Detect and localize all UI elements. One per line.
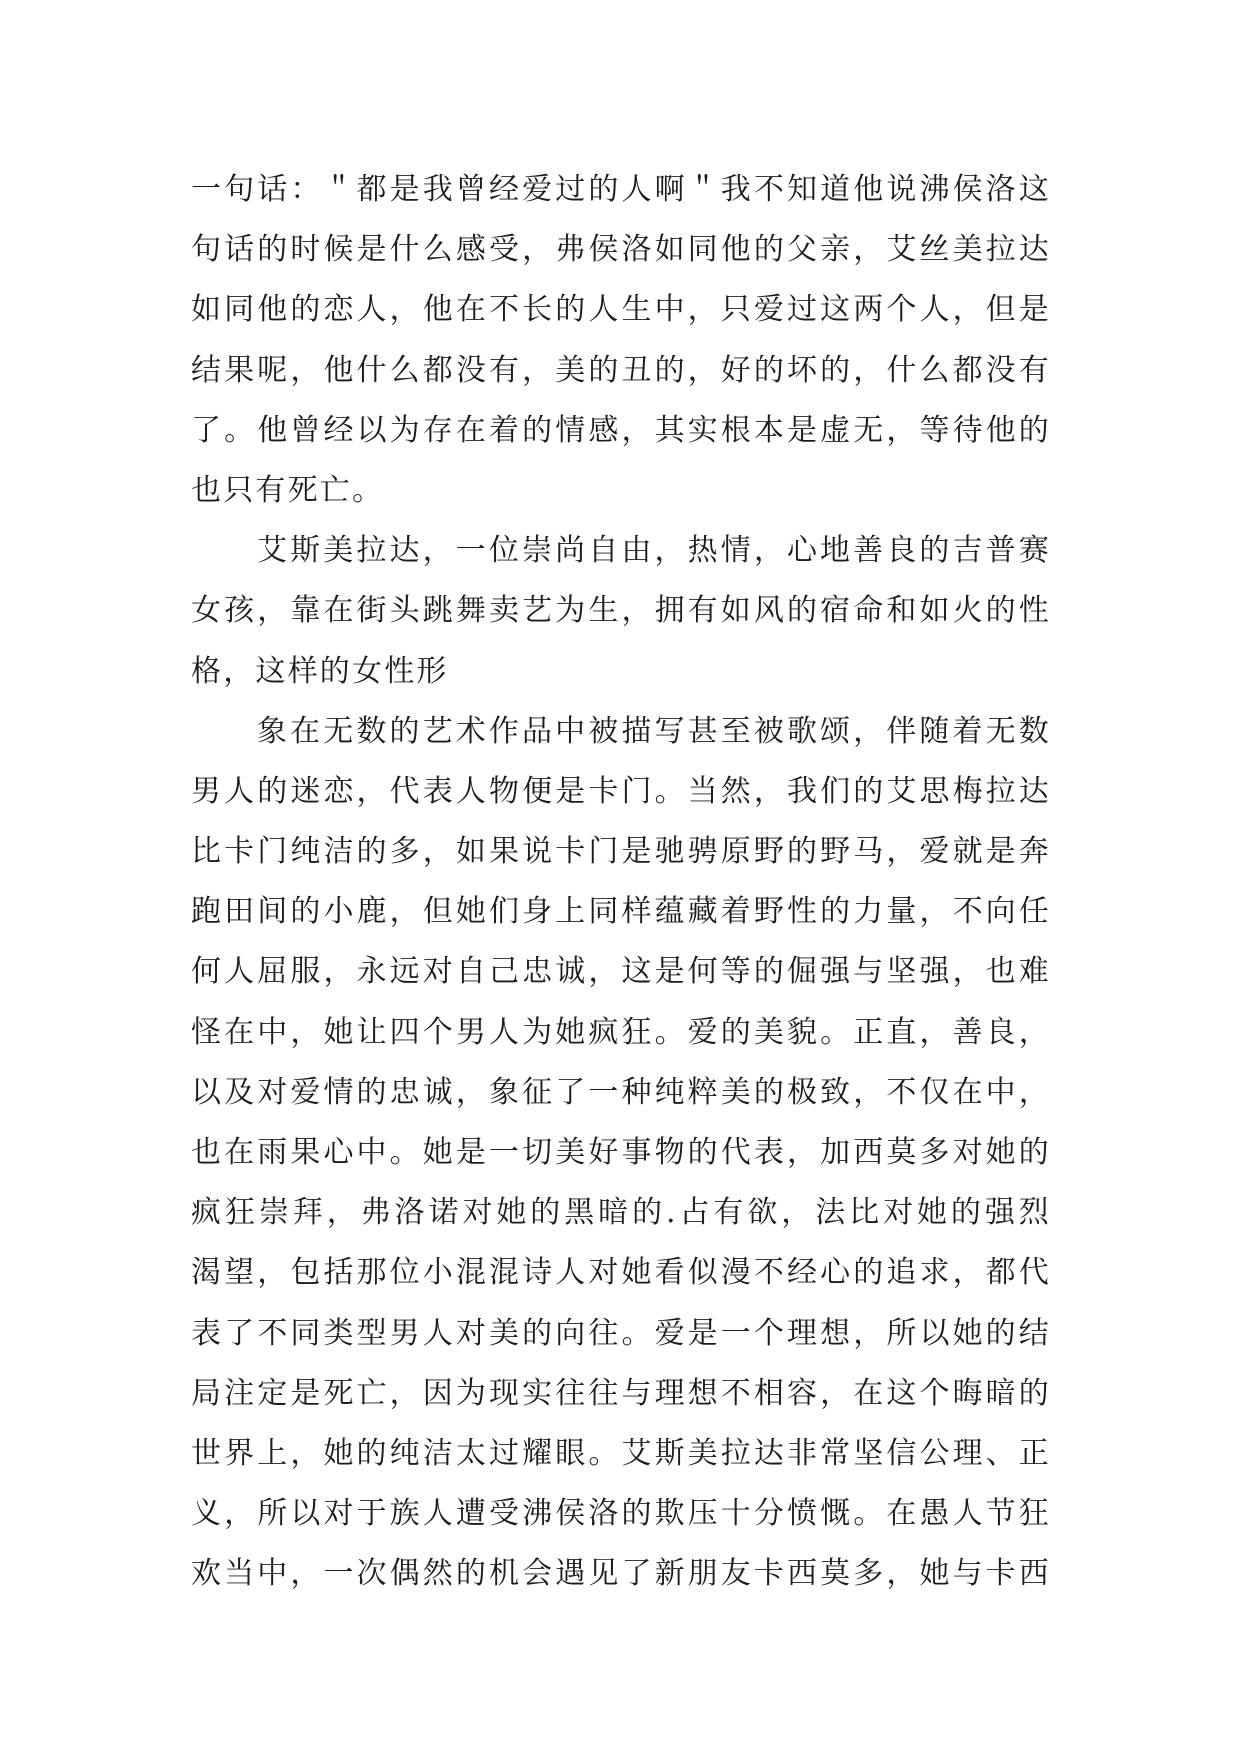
text-line: 欢当中，一次偶然的机会遇见了新朋友卡西莫多，她与卡西 — [191, 1556, 1051, 1592]
text-line: 以及对爱情的忠诚，象征了一种纯粹美的极致，不仅在中， — [191, 1074, 1051, 1110]
text-line: 怪在中，她让四个男人为她疯狂。爱的美貌。正直，善良， — [191, 1014, 1051, 1050]
text-line: 结果呢，他什么都没有，美的丑的，好的坏的，什么都没有 — [191, 352, 1051, 388]
text-line: 艾斯美拉达，一位崇尚自由，热情，心地善良的吉普赛 — [257, 533, 1051, 569]
text-line: 世界上，她的纯洁太过耀眼。艾斯美拉达非常坚信公理、正 — [191, 1435, 1051, 1471]
text-line: 象在无数的艺术作品中被描写甚至被歌颂，伴随着无数 — [257, 713, 1051, 749]
text-line: 也在雨果心中。她是一切美好事物的代表，加西莫多对她的 — [191, 1135, 1051, 1170]
text-line: 何人屈服，永远对自己忠诚，这是何等的倔强与坚强，也难 — [191, 954, 1051, 990]
text-line: 比卡门纯洁的多，如果说卡门是驰骋原野的野马，爱就是奔 — [191, 834, 1051, 870]
text-line: 男人的迷恋，代表人物便是卡门。当然，我们的艾思梅拉达 — [191, 773, 1051, 809]
text-line: 跑田间的小鹿，但她们身上同样蕴藏着野性的力量，不向任 — [191, 894, 1051, 930]
text-line: 局注定是死亡，因为现实往往与理想不相容，在这个晦暗的 — [191, 1375, 1051, 1411]
text-line: 也只有死亡。 — [191, 472, 385, 508]
text-line: 句话的时候是什么感受，弗侯洛如同他的父亲，艾丝美拉达 — [191, 232, 1051, 268]
text-line: 疯狂崇拜，弗洛诺对她的黑暗的.占有欲，法比对她的强烈 — [191, 1195, 1051, 1231]
text-line: 义，所以对于族人遭受沸侯洛的欺压十分愤慨。在愚人节狂 — [191, 1496, 1051, 1532]
body-text — [191, 160, 1051, 1605]
text-line: 渴望，包括那位小混混诗人对她看似漫不经心的追求，都代 — [191, 1255, 1051, 1291]
text-line: 如同他的恋人，他在不长的人生中，只爱过这两个人，但是 — [191, 292, 1051, 328]
text-line: 一句话：＂都是我曾经爱过的人啊＂我不知道他说沸侯洛这 — [191, 172, 1051, 207]
text-line: 表了不同类型男人对美的向往。爱是一个理想，所以她的结 — [191, 1315, 1051, 1351]
text-line: 格，这样的女性形 — [191, 653, 449, 689]
text-line: 了。他曾经以为存在着的情感，其实根本是虚无，等待他的 — [191, 412, 1051, 448]
text-line: 女孩，靠在街头跳舞卖艺为生，拥有如风的宿命和如火的性 — [191, 593, 1051, 629]
